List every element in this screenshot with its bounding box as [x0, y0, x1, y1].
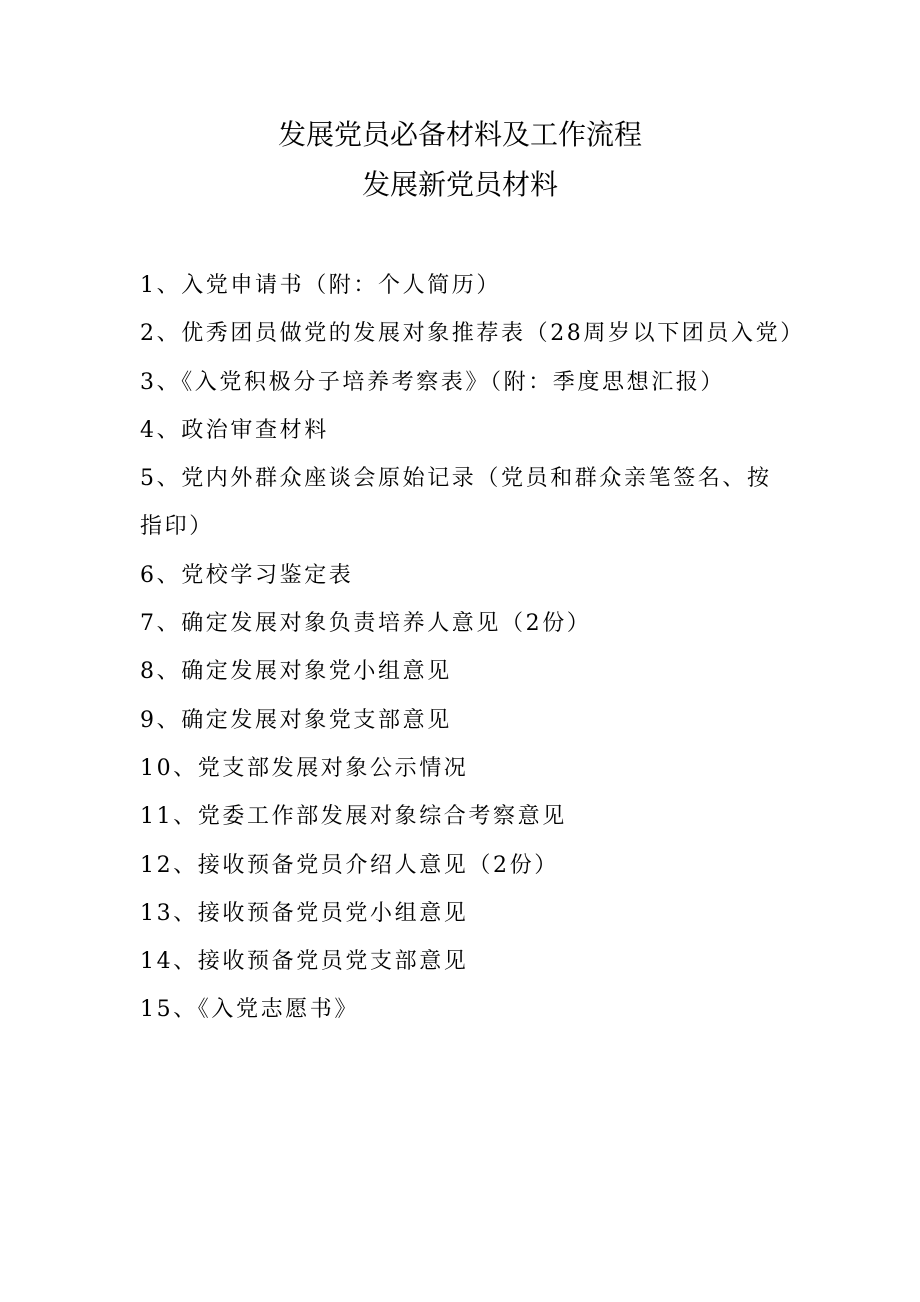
materials-list — [140, 262, 805, 1035]
list-item: 15、《入党志愿书》 — [140, 997, 359, 1023]
list-item: 8、确定发展对象党小组意见 — [140, 659, 452, 685]
list-item: 2、优秀团员做党的发展对象推荐表（28周岁以下团员入党） — [140, 321, 805, 347]
list-item: 7、确定发展对象负责培养人意见（2份） — [140, 611, 592, 637]
list-item: 5、党内外群众座谈会原始记录（党员和群众亲笔签名、按 — [140, 466, 772, 492]
list-item: 6、党校学习鉴定表 — [140, 562, 354, 588]
document-title: 发展党员必备材料及工作流程 — [277, 118, 642, 151]
list-item: 14、接收预备党员党支部意见 — [140, 949, 469, 975]
list-item: 10、党支部发展对象公示情况 — [140, 755, 469, 781]
list-item: 11、党委工作部发展对象综合考察意见 — [140, 804, 567, 830]
list-item: 1、入党申请书（附：个人简历） — [140, 273, 501, 298]
list-item: 3、《入党积极分子培养考察表》（附：季度思想汇报） — [140, 369, 725, 395]
list-item-continuation: 指印） — [140, 514, 214, 540]
list-item: 9、确定发展对象党支部意见 — [140, 707, 452, 733]
list-item: 4、政治审查材料 — [140, 417, 329, 443]
list-item: 13、接收预备党员党小组意见 — [140, 900, 469, 926]
list-item: 12、接收预备党员介绍人意见（2份） — [140, 852, 559, 878]
document-subtitle: 发展新党员材料 — [361, 168, 558, 201]
